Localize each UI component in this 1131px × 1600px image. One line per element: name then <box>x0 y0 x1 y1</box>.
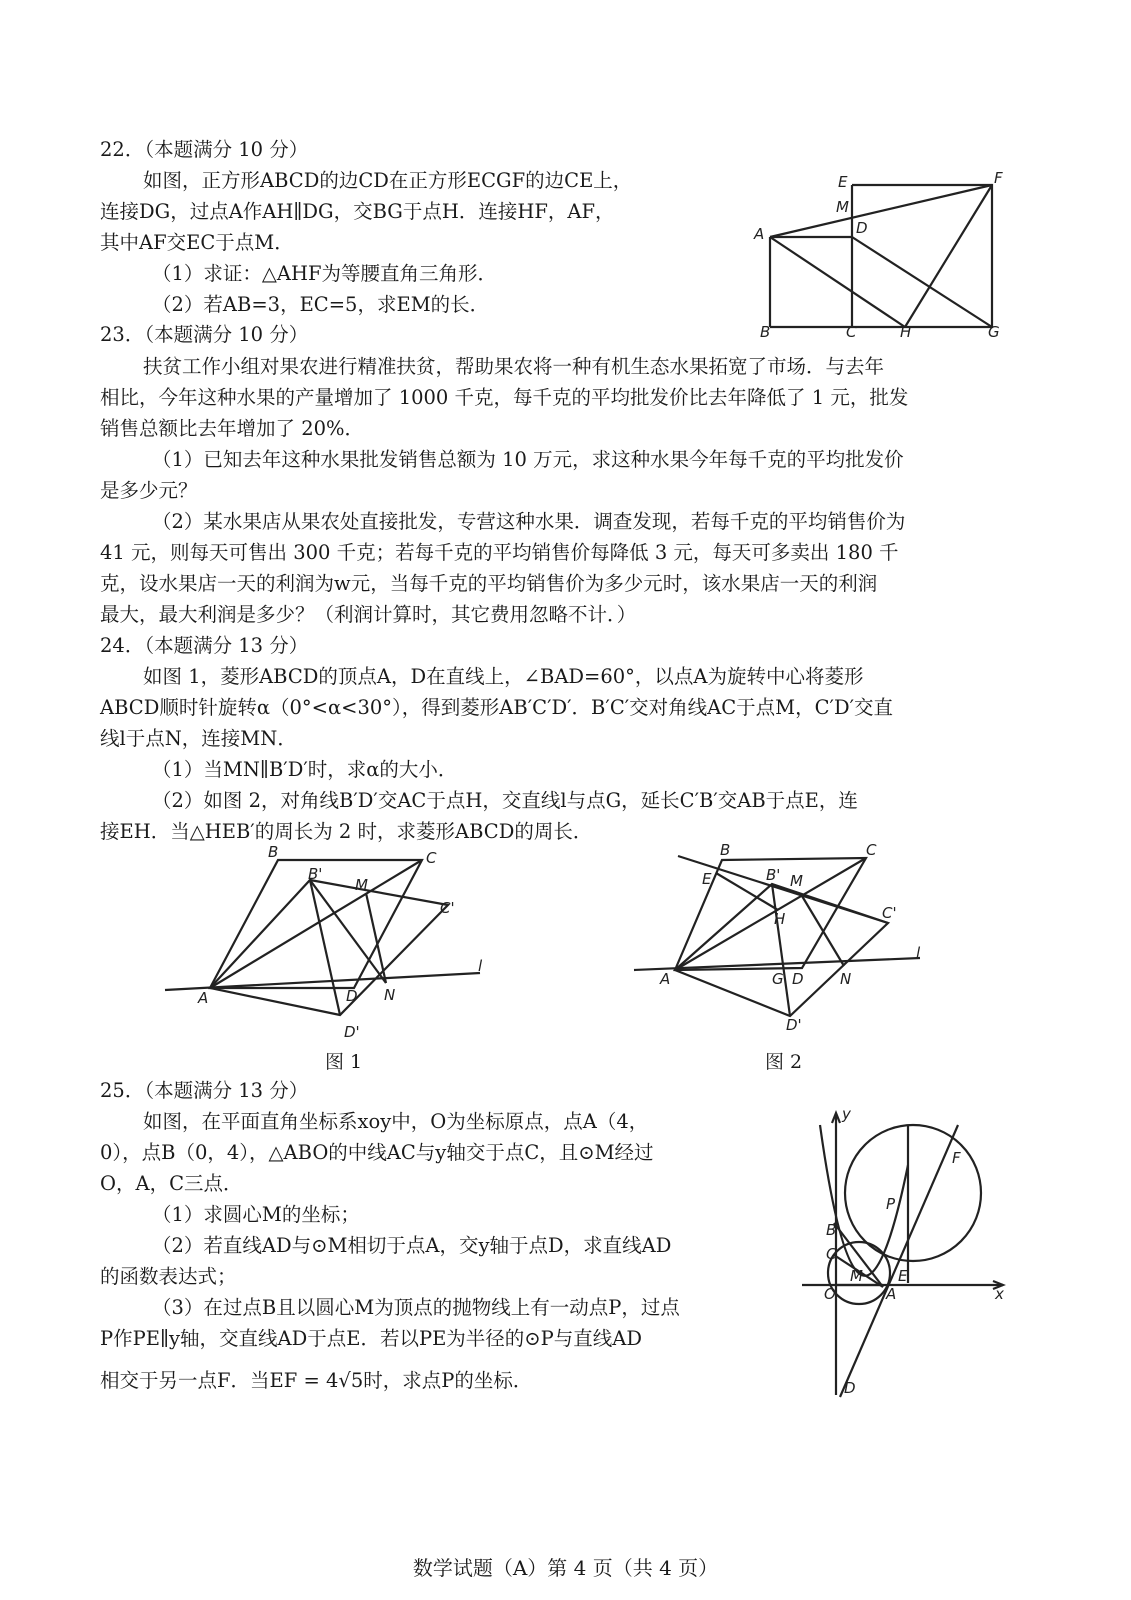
label-l: l <box>916 944 921 962</box>
label-c-prime: C' <box>882 904 897 922</box>
q23-text-line: 扶贫工作小组对果农进行精准扶贫，帮助果农将一种有机生态水果拓宽了市场．与去年 <box>143 355 885 378</box>
label-b: B <box>826 1221 837 1239</box>
label-f: F <box>994 169 1003 187</box>
label-b: B <box>720 841 731 859</box>
label-b-prime: B' <box>308 865 323 883</box>
label-p: P <box>886 1195 896 1213</box>
label-e: E <box>898 1267 908 1285</box>
label-d: D <box>346 987 358 1005</box>
figure-1-caption: 图 1 <box>325 1051 363 1073</box>
label-c: C <box>826 1245 837 1263</box>
q23-text-line: 相比，今年这种水果的产量增加了 1000 千克，每千克的平均批发价比去年降低了 1 元，批发 <box>100 386 909 409</box>
q22-part1: （1）求证：△AHF为等腰直角三角形． <box>152 262 498 285</box>
figure-2-caption: 图 2 <box>765 1051 803 1073</box>
q22-figure <box>750 165 1020 340</box>
q24-text-line: 线l于点N，连接MN． <box>100 727 297 750</box>
q25-text-line: 0），点B（0，4），△ABO的中线AC与y轴交于点C，且⊙M经过 <box>100 1141 654 1164</box>
q25-part3: （3）在过点B且以圆心M为顶点的抛物线上有一动点P，过点 <box>152 1296 680 1319</box>
circle-p <box>845 1125 981 1261</box>
label-d: D <box>844 1379 856 1397</box>
label-n: N <box>384 986 396 1004</box>
q22-part2: （2）若AB=3，EC=5，求EM的长． <box>152 293 490 316</box>
label-h: H <box>774 910 786 928</box>
q23-text-line: 41 元，则每天可售出 300 千克；若每千克的平均销售价每降低 3 元，每天可多卖出 180 千 <box>100 541 899 564</box>
q22-text-line: 连接DG，过点A作AH∥DG，交BG于点H．连接HF，AF， <box>100 200 615 223</box>
q25-text-line: 如图，在平面直角坐标系xoy中，O为坐标原点，点A（4， <box>143 1110 649 1133</box>
q23-text-line: 克，设水果店一天的利润为w元，当每千克的平均销售价为多少元时，该水果店一天的利润 <box>100 572 878 595</box>
rhombus-ab1c1d1 <box>210 880 448 1015</box>
segment-ah <box>770 237 905 327</box>
q24-text-line: ABCD顺时针旋转α（0°<α<30°），得到菱形AB′C′D′．B′C′交对角线AC于点M，C′D′交直 <box>100 696 894 719</box>
q25-figure <box>798 1105 1013 1405</box>
q22-header: 22．（本题满分 10 分） <box>100 138 309 161</box>
label-x: x <box>995 1285 1004 1303</box>
label-a: A <box>886 1285 897 1303</box>
q22-text-line: 如图，正方形ABCD的边CD在正方形ECGF的边CE上， <box>143 169 633 192</box>
label-m: M <box>836 198 849 216</box>
label-e: E <box>838 173 848 191</box>
q25-text-line: O，A，C三点． <box>100 1172 243 1195</box>
label-c-prime: C' <box>440 899 455 917</box>
label-c: C <box>846 323 857 340</box>
label-a: A <box>660 970 671 988</box>
q23-part2: （2）某水果店从果农处直接批发，专营这种水果．调查发现，若每千克的平均销售价为 <box>152 510 906 533</box>
q24-figure-2 <box>630 838 930 1043</box>
q25-part1: （1）求圆心M的坐标； <box>152 1203 360 1226</box>
label-f: F <box>952 1149 961 1167</box>
label-c: C <box>426 849 437 867</box>
q24-part2: （2）如图 2，对角线B′D′交AC于点H，交直线l与点G，延长C′B′交AB于点E，连 <box>152 789 858 812</box>
q25-text-line: 相交于另一点F．当EF = 4√5时，求点P的坐标． <box>100 1369 533 1392</box>
label-g: G <box>772 970 784 988</box>
label-m: M <box>355 876 368 894</box>
q24-text-line: 接EH．当△HEB′的周长为 2 时，求菱形ABCD的周长． <box>100 820 593 843</box>
label-o: O <box>824 1285 836 1303</box>
label-l: l <box>478 957 483 975</box>
q23-text-line: 是多少元？ <box>100 479 198 502</box>
label-d: D <box>792 970 804 988</box>
q23-part1: （1）已知去年这种水果批发销售总额为 10 万元，求这种水果今年每千克的平均批发价 <box>152 448 904 471</box>
label-a: A <box>198 989 209 1007</box>
label-g: G <box>988 323 1000 340</box>
label-d: D <box>856 219 868 237</box>
line-ad <box>840 1125 958 1397</box>
q23-header: 23．（本题满分 10 分） <box>100 323 309 346</box>
segment-hf <box>905 185 992 327</box>
label-n: N <box>840 970 852 988</box>
q25-header: 25．（本题满分 13 分） <box>100 1079 309 1102</box>
label-d-prime: D' <box>786 1016 802 1034</box>
segment-af <box>770 185 992 237</box>
label-m: M <box>850 1267 863 1285</box>
label-d-prime: D' <box>344 1023 360 1041</box>
label-e: E <box>702 870 712 888</box>
q24-part1: （1）当MN∥B′D′时，求α的大小． <box>152 758 458 781</box>
label-b: B <box>760 323 771 340</box>
q23-text-line: 最大，最大利润是多少？（利润计算时，其它费用忽略不计．） <box>100 603 637 626</box>
label-m: M <box>790 872 803 890</box>
q23-text-line: 销售总额比去年增加了 20%． <box>100 417 365 440</box>
q25-text-line: P作PE∥y轴，交直线AD于点E．若以PE为半径的⊙P与直线AD <box>100 1327 642 1350</box>
q24-text-line: 如图 1，菱形ABCD的顶点A，D在直线上，∠BAD=60°，以点A为旋转中心将菱形 <box>143 665 864 688</box>
label-a: A <box>754 225 765 243</box>
segment-dg <box>852 237 992 327</box>
q22-text-line: 其中AF交EC于点M． <box>100 231 294 254</box>
q24-header: 24．（本题满分 13 分） <box>100 634 309 657</box>
page-footer: 数学试题（A）第 4 页（共 4 页） <box>412 1556 719 1580</box>
q24-figure-1 <box>160 845 500 1050</box>
label-b-prime: B' <box>766 866 781 884</box>
label-h: H <box>900 323 912 340</box>
q25-part2: （2）若直线AD与⊙M相切于点A，交y轴于点D，求直线AD <box>152 1234 672 1257</box>
q25-text-line: 的函数表达式； <box>100 1265 237 1288</box>
label-y: y <box>842 1105 851 1123</box>
label-b: B <box>268 845 279 861</box>
label-c: C <box>866 841 877 859</box>
